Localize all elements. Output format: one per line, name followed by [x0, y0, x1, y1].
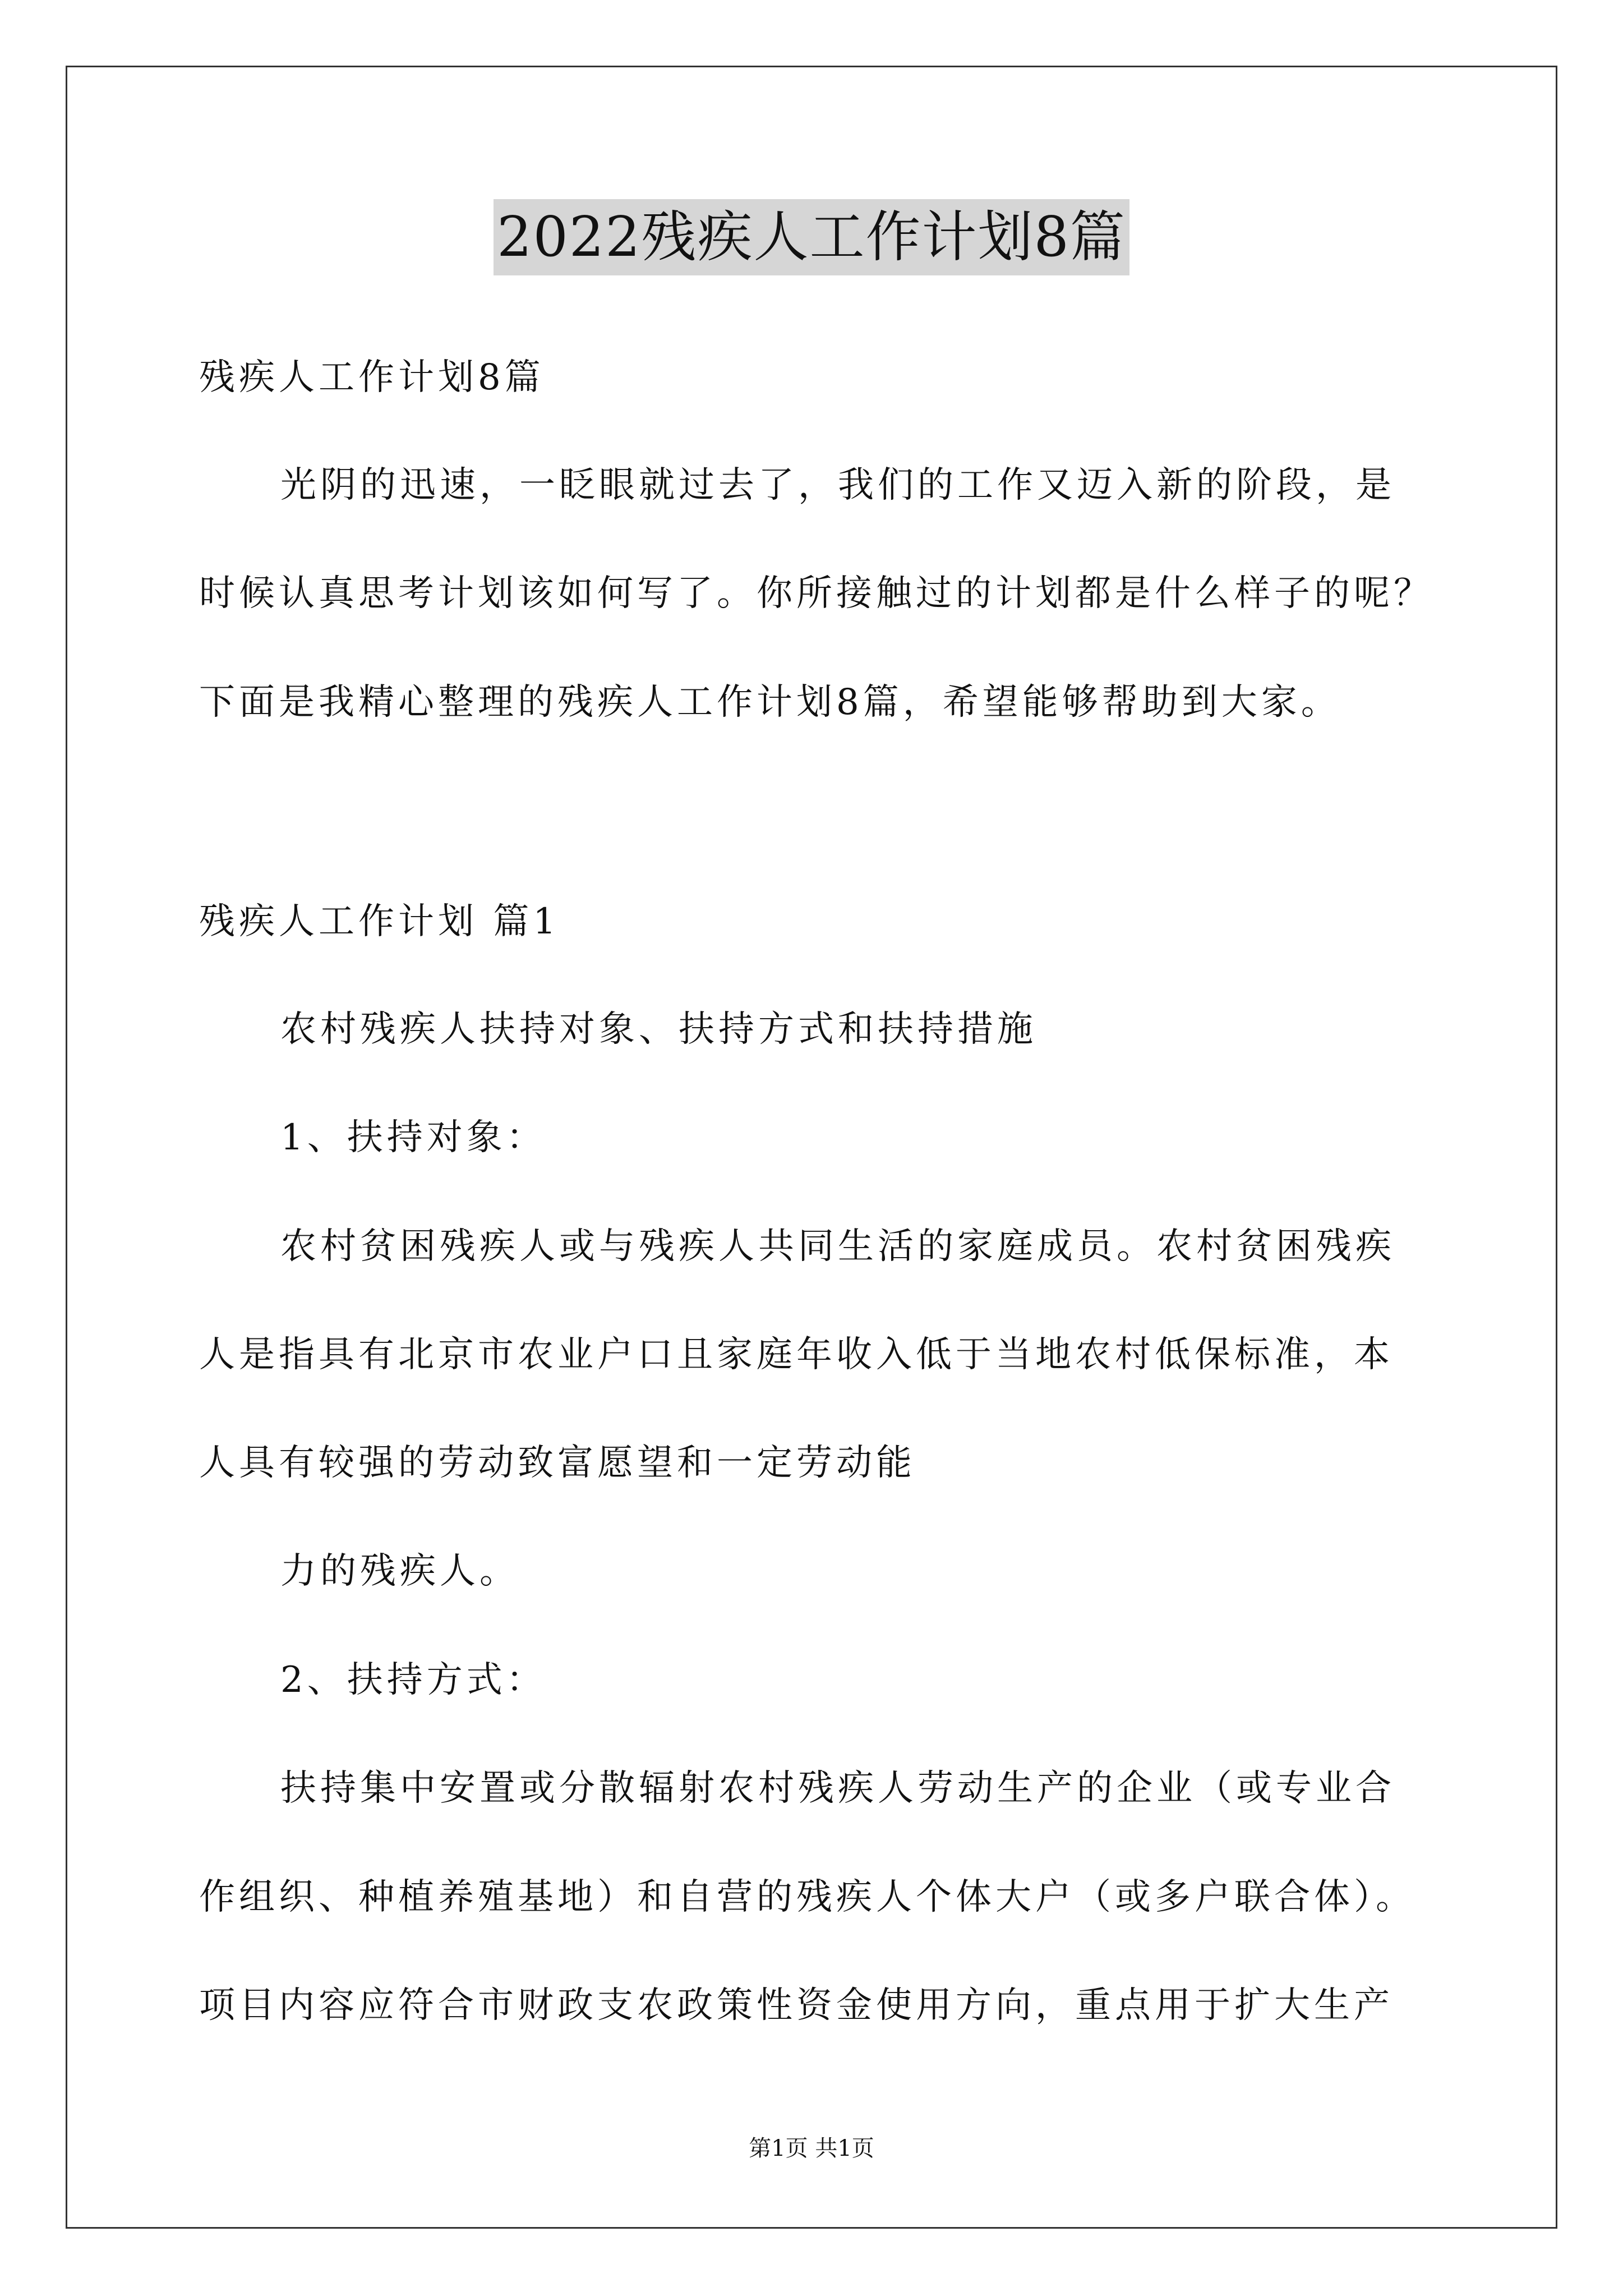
paragraph-line: 时候认真思考计划该如何写了。你所接触过的计划都是什么样子的呢？: [199, 573, 1433, 614]
section-heading: 残疾人工作计划 篇1: [199, 901, 560, 942]
paragraph-line: 下面是我精心整理的残疾人工作计划8篇，希望能够帮助到大家。: [199, 682, 1341, 723]
doc-subtitle: 残疾人工作计划8篇: [199, 357, 545, 398]
paragraph-line: 人具有较强的劳动致富愿望和一定劳动能: [199, 1442, 916, 1484]
paragraph-line: 2、扶持方式：: [280, 1659, 546, 1701]
paragraph-line: 力的残疾人。: [280, 1550, 519, 1592]
paragraph-line: 农村贫困残疾人或与残疾人共同生活的家庭成员。农村贫困残疾: [280, 1226, 1395, 1267]
paragraph-line: 项目内容应符合市财政支农政策性资金使用方向，重点用于扩大生产: [199, 1985, 1394, 2026]
document-title: 2022残疾人工作计划8篇: [494, 199, 1129, 275]
paragraph-line: 农村残疾人扶持对象、扶持方式和扶持措施: [280, 1009, 1037, 1050]
title-container: [0, 199, 1623, 275]
paragraph-line: 1、扶持对象：: [280, 1117, 546, 1158]
page-footer: 第1页 共1页: [749, 2136, 874, 2161]
paragraph-line: 作组织、种植养殖基地）和自营的残疾人个体大户（或多户联合体）。: [199, 1876, 1415, 1918]
paragraph-line: 光阴的迅速，一眨眼就过去了，我们的工作又迈入新的阶段，是: [280, 464, 1395, 506]
paragraph-line: 扶持集中安置或分散辐射农村残疾人劳动生产的企业（或专业合: [280, 1768, 1395, 1809]
paragraph-line: 人是指具有北京市农业户口且家庭年收入低于当地农村低保标准，本: [199, 1334, 1394, 1375]
